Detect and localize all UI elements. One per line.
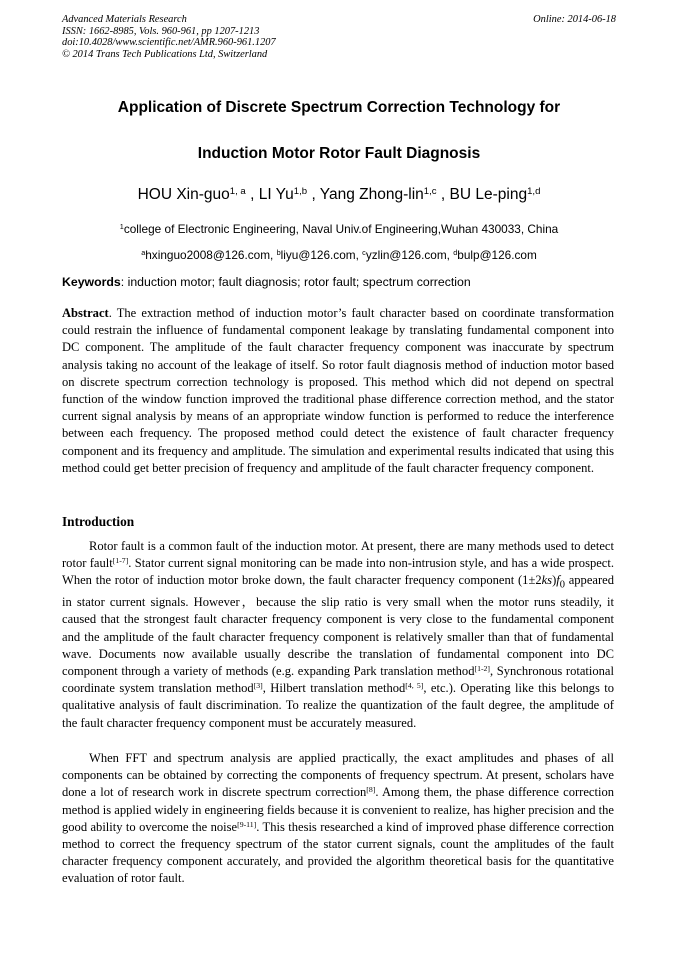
email-list: $^a$hxinguo2008@126.com, $^b$liyu@126.com, $^c$yzlin@126.com, $^d$bulp@126.com — [141, 247, 537, 262]
paper-title-line-2: Induction Motor Rotor Fault Diagnosis — [197, 145, 481, 162]
journal-name: Advanced Materials Research — [62, 14, 187, 25]
math-subscript: 0 — [559, 579, 565, 591]
text-run: Rotor fault is a common fault of the induction motor. At present, there are many methods used to detect rotor fault — [62, 539, 614, 571]
math-variable: f — [556, 573, 560, 588]
author-separator: , — [311, 186, 320, 203]
paper-title-line-1: Application of Discrete Spectrum Correction Technology for — [117, 99, 561, 116]
email-sup: c — [362, 247, 366, 257]
author-affil-sup: 1, a — [229, 185, 246, 197]
doi-line: doi:10.4028/www.scientific.net/AMR.960-961.1207 — [62, 37, 276, 48]
author-name: HOU Xin-guo — [137, 186, 230, 203]
citation-ref: [8] — [366, 785, 376, 795]
text-run: When FFT and spectrum analysis are applied practically, the exact amplitudes and phases of all components can be obtained by correcting the components of frequency spectrum. At present, scholars have done a lot of research work in discrete spectrum correction — [62, 751, 614, 800]
citation-ref: [1-7] — [112, 555, 129, 565]
author-affil-sup: 1,b — [293, 185, 308, 197]
email-sup: b — [276, 247, 281, 257]
online-date: Online: 2014-06-18 — [533, 14, 616, 25]
journal-header — [62, 14, 276, 60]
affiliation-sup: 1 — [119, 221, 124, 231]
text-run: ) — [552, 573, 557, 588]
affiliation — [0, 222, 678, 236]
author-name: BU Le-ping — [449, 186, 528, 203]
author-list — [0, 186, 678, 204]
introduction-paragraph-2 — [62, 750, 614, 888]
author-name: Yang Zhong-lin — [319, 186, 424, 203]
copyright-line: © 2014 Trans Tech Publications Ltd, Switzerland — [62, 48, 268, 60]
email-sup: d — [453, 247, 458, 257]
citation-ref: [9-11] — [237, 819, 257, 829]
email-address: hxinguo2008@126.com — [145, 248, 271, 262]
citation-ref: [1-2] — [474, 663, 491, 673]
text-run: , Synchronous rotational coordinate system translation method — [62, 663, 614, 696]
abstract-label: Abstract — [62, 306, 109, 320]
text-run: . This thesis researched a kind of improved phase difference correction method to correct the frequency spectrum of the stator current signals, count the amplitudes of the fault character frequency component accurately, and provided the algorithm theoretical basis for the quantitative evaluation of rotor fault. — [62, 819, 614, 886]
text-run: , Hilbert translation method — [262, 681, 406, 696]
abstract-text: . The extraction method of induction motor’s fault character based on coordinate transformation could restrain the influence of fundamental component leakage by translating fundamental component into DC component. The amplitude of the fault character frequency component was inaccurate by spectrum analysis taking no account of the leakage of itself. So rotor fault diagnosis method of induction motor based on discrete spectrum correction technology is proposed. This method which did not depend on spectral function of the window function improved the traditional phase difference correction method, and the stator current signal analysis by means of an appropriate window function is performed to reduce the interference between each frequency. The proposed method could detect the existence of fault character frequency component and its frequency and amplitude. The simulation and experimental results indicated that using this method could get better precision of frequency and amplitude of the fault character frequency component. — [62, 306, 614, 475]
issn-line: ISSN: 1662-8985, Vols. 960-961, pp 1207-1213 — [62, 25, 260, 37]
keywords-label: Keywords — [62, 275, 121, 289]
keywords-text: : induction motor; fault diagnosis; rotor fault; spectrum correction — [120, 275, 471, 289]
email-address: yzlin@126.com — [365, 248, 447, 262]
citation-ref: [4, 5] — [405, 680, 424, 690]
author-affil-sup: 1,c — [423, 185, 437, 197]
keywords — [62, 275, 618, 289]
citation-ref: [3] — [253, 680, 263, 690]
abstract — [62, 305, 614, 477]
email-address: liyu@126.com — [280, 248, 356, 262]
affiliation-text: college of Electronic Engineering, Naval Univ.of Engineering,Wuhan 430033, China — [123, 222, 559, 236]
email-address: bulp@126.com — [457, 248, 537, 262]
section-heading-introduction: Introduction — [62, 514, 135, 529]
text-run: . Among them, the phase difference correction method is applied widely in engineering fields because it is convenient to realize, has higher precision and the good ability to overcome the noise — [62, 785, 614, 834]
email-sup: a — [141, 247, 146, 257]
text-run: , etc.). Operating like this belongs to qualitative analysis of fault discrimination. To realize the quantization of the fault degree, the amplitude of the fault character frequency component must be accurately measured. — [62, 681, 615, 730]
introduction-paragraph-1 — [62, 538, 614, 732]
author-name: LI Yu — [258, 186, 294, 203]
text-run: appeared in stator current signals. However，because the slip ratio is very small when the motor runs steadily, it caused that the strongest fault character frequency component is very close to the fundamental component and the amplitude of the fault character frequency component is relatively smaller than that of fundamental wave. Documents now available usually describe the translation of fundamental component into DC component through a variety of methods (e.g. expanding Park translation method — [62, 573, 614, 678]
author-separator: , — [440, 186, 450, 203]
math-variable: ks — [541, 573, 553, 588]
text-run: . Stator current signal monitoring can be made into non-intrusion style, and has a wide prospect. When the rotor of induction motor broke down, the fault character frequency component (1±2 — [62, 556, 614, 588]
author-separator: , — [250, 186, 259, 203]
author-affil-sup: 1,d — [527, 185, 541, 197]
